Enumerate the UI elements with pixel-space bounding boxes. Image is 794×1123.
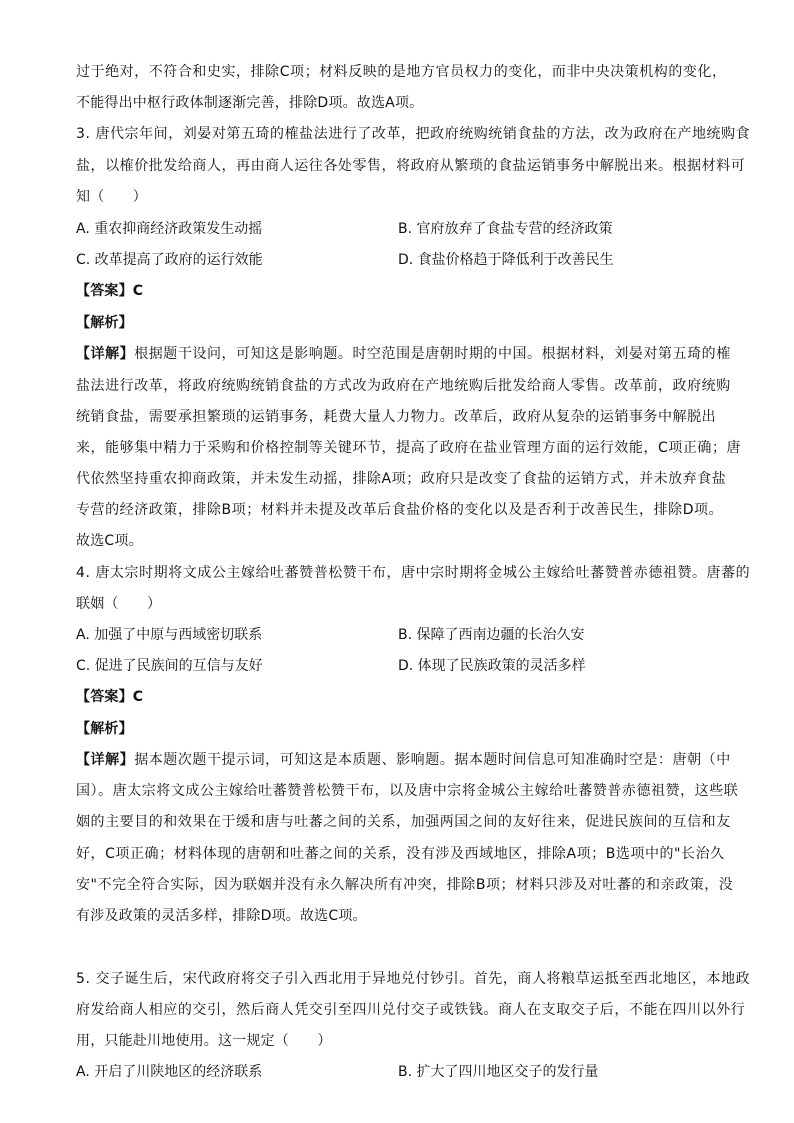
analysis-label: 【解析】 — [76, 315, 133, 331]
question-4-option-a: A. 加强了中原与西域密切联系 — [76, 627, 263, 643]
question-4-stem: 4. 唐太宗时期将文成公主嫁给吐蕃赞普松赞干布，唐中宗时期将金城公主嫁给吐蕃赞普赤德祖赞。唐蕃的 — [76, 565, 751, 581]
question-5-stem: 府发给商人相应的交引，然后商人凭交引至四川兑付交子或铁钱。商人在支取交子后，不能在四川以外行 — [76, 1002, 746, 1018]
detail-text: 代依然坚持重农抑商政策，并未发生动摇，排除A项；政府只是改变了食盐的运销方式，并未放弃食盐 — [76, 471, 727, 487]
question-3-stem: 知（ ） — [76, 189, 147, 205]
detail-text: 统销食盐，需要承担繁琐的运销事务，耗费大量人力物力。改革后，政府从复杂的运销事务中解脱出 — [76, 409, 717, 425]
detail-text: 来，能够集中精力于采购和价格控制等关键环节，提高了政府在盐业管理方面的运行效能，C项正确；唐 — [76, 440, 742, 456]
text-line: 不能得出中枢行政体制逐渐完善，排除D项。故选A项。 — [76, 95, 424, 111]
question-4-stem: 联姻（ ） — [76, 596, 162, 612]
detail-text: 国）。唐太宗将文成公主嫁给吐蕃赞普松赞干布，以及唐中宗将金城公主嫁给吐蕃赞普赤德祖赞，这些联 — [76, 783, 739, 799]
question-4-option-b: B. 保障了西南边疆的长治久安 — [398, 627, 585, 643]
question-3-option-b: B. 官府放弃了食盐专营的经济政策 — [398, 221, 613, 237]
detail-paragraph — [76, 750, 731, 770]
detail-text: 专营的经济政策，排除B项；材料并未提及改革后食盐价格的变化以及是否利于改善民生，排除D项。 — [76, 502, 724, 518]
detail-text: 安"不完全符合实际，因为联姻并没有永久解决所有冲突，排除B项；材料只涉及对吐蕃的和亲政策，没 — [76, 877, 734, 893]
detail-label: 【详解】 — [76, 752, 135, 768]
detail-label: 【详解】 — [76, 346, 135, 362]
question-3-stem: 3. 唐代宗年间，刘晏对第五琦的榷盐法进行了改革，把政府统购统销食盐的方法，改为政府在产地统购食 — [76, 126, 751, 142]
question-5-stem: 用，只能赴川地使用。这一规定（ ） — [76, 1033, 332, 1049]
detail-text: 姻的主要目的和效果在于缓和唐与吐蕃之间的关系，加强两国之间的友好往来，促进民族间的互信和友 — [76, 814, 731, 830]
question-3-option-d: D. 食盐价格趋于降低利于改善民生 — [398, 252, 614, 268]
detail-text: 故选C项。 — [76, 533, 143, 549]
answer-label: 【答案】C — [76, 689, 144, 705]
question-3-option-a: A. 重农抑商经济政策发生动摇 — [76, 221, 263, 237]
analysis-label: 【解析】 — [76, 721, 133, 737]
question-3-stem: 盐，以榷价批发给商人，再由商人运往各处零售，将政府从繁琐的食盐运销事务中解脱出来。根据材料可 — [76, 158, 746, 174]
answer-label: 【答案】C — [76, 283, 144, 299]
detail-paragraph — [76, 344, 731, 364]
question-5-option-a: A. 开启了川陕地区的经济联系 — [76, 1064, 263, 1080]
detail-text: 好，C项正确；材料体现的唐朝和吐蕃之间的关系，没有涉及西域地区，排除A项；B选项中的"长治久 — [76, 846, 725, 862]
question-3-option-c: C. 改革提高了政府的运行效能 — [76, 252, 263, 268]
question-4-option-d: D. 体现了民族政策的灵活多样 — [398, 658, 586, 674]
question-4-option-c: C. 促进了民族间的互信与友好 — [76, 658, 263, 674]
detail-text: 盐法进行改革，将政府统购统销食盐的方式改为政府在产地统购后批发给商人零售。改革前，政府统购 — [76, 378, 731, 394]
text-line: 过于绝对，不符合和史实，排除C项；材料反映的是地方官员权力的变化，而非中央决策机构的变化， — [76, 64, 727, 80]
question-5-option-b: B. 扩大了四川地区交子的发行量 — [398, 1064, 599, 1080]
detail-text: 根据题干设问，可知这是影响题。时空范围是唐朝时期的中国。根据材料，刘晏对第五琦的榷 — [134, 346, 731, 362]
question-5-stem: 5. 交子诞生后，宋代政府将交子引入西北用于异地兑付钞引。首先，商人将粮草运抵至西北地区，本地政 — [76, 971, 751, 987]
detail-text: 有涉及政策的灵活多样，排除D项。故选C项。 — [76, 908, 367, 924]
detail-text: 据本题次题干提示词，可知这是本质题、影响题。据本题时间信息可知准确时空是：唐朝（中 — [134, 752, 731, 768]
